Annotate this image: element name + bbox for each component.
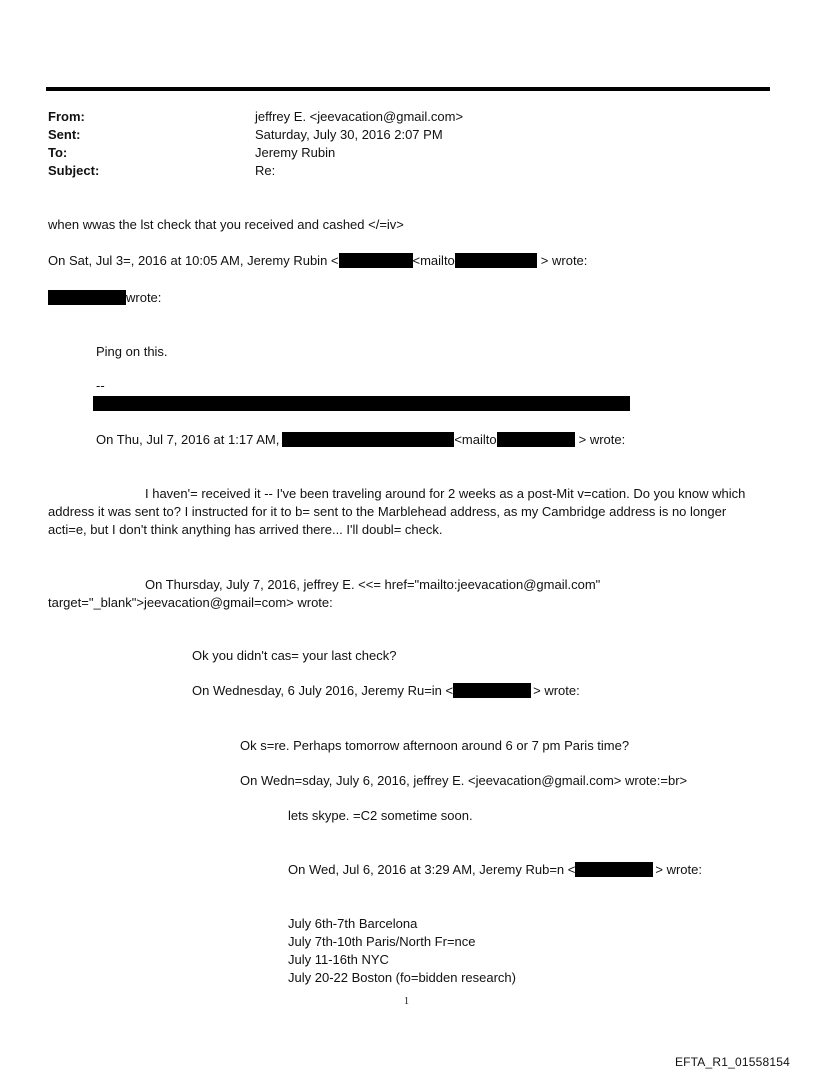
itinerary-item: July 20-22 Boston (fo=bidden research)	[288, 970, 516, 985]
quote5-suffix: > wrote:	[533, 683, 580, 698]
to-label: To:	[48, 145, 68, 160]
page-number: 1	[404, 996, 409, 1007]
redaction-block	[575, 862, 653, 877]
paragraph-havent-line-1: I haven'= received it -- I've been traveling around for 2 weeks as a post-Mit v=cation. Do you know which	[145, 486, 746, 501]
quote3-suffix: > wrote:	[578, 432, 626, 447]
sent-label: Sent:	[48, 127, 81, 142]
from-value: jeffrey E. <jeevacation@gmail.com>	[255, 109, 464, 124]
document-id: EFTA_R1_01558154	[674, 1055, 790, 1069]
quote3-mailto: <mailto	[454, 432, 497, 447]
to-value: Jeremy Rubin	[255, 145, 336, 160]
paragraph-havent-line-3: acti=e, but I don't think anything has arrived there... I'll doubl= check.	[48, 522, 443, 537]
quote5-prefix: On Wednesday, 6 July 2016, Jeremy Ru=in <	[192, 683, 454, 698]
quote-header-4-line-1: On Thursday, July 7, 2016, jeffrey E. <<= href="mailto:jeevacation@gmail.com"	[145, 577, 601, 592]
signature-dashes: --	[96, 378, 105, 393]
redaction-block	[453, 683, 531, 698]
quote-header-7	[288, 861, 702, 879]
quote-header-1	[48, 252, 587, 270]
itinerary-item: July 11-16th NYC	[288, 952, 389, 967]
redaction-block	[48, 290, 126, 305]
quote1-mailto: <mailto	[412, 253, 455, 268]
redaction-block	[339, 253, 413, 268]
subject-value: Re:	[255, 163, 276, 178]
quote-header-2	[48, 289, 161, 307]
quote7-suffix: > wrote:	[655, 862, 702, 877]
sent-value: Saturday, July 30, 2016 2:07 PM	[255, 127, 443, 142]
redaction-block	[455, 253, 537, 268]
redaction-block	[497, 432, 575, 447]
quote-header-6: On Wedn=sday, July 6, 2016, jeffrey E. <jeevacation@gmail.com> wrote:=br>	[240, 773, 688, 788]
quote-header-5	[192, 682, 580, 700]
body-line-1: when wwas the lst check that you received and cashed </=iv>	[48, 217, 404, 232]
ok-cash-text: Ok you didn't cas= your last check?	[192, 648, 397, 663]
ping-text: Ping on this.	[96, 344, 168, 359]
wrote-text: wrote:	[126, 290, 162, 305]
subject-label: Subject:	[48, 163, 100, 178]
paragraph-havent-line-2: address it was sent to? I instructed for it to b= sent to the Marblehead address, as my Cambridge address is no longer	[48, 504, 727, 519]
quote1-suffix: > wrote:	[540, 253, 588, 268]
redacted-signature	[93, 396, 630, 411]
from-label: From:	[48, 109, 85, 124]
skype-text: lets skype. =C2 sometime soon.	[288, 808, 473, 823]
itinerary-item: July 7th-10th Paris/North Fr=nce	[288, 934, 476, 949]
quote1-prefix: On Sat, Jul 3=, 2016 at 10:05 AM, Jeremy Rubin <	[48, 253, 339, 268]
redaction-block	[282, 432, 454, 447]
itinerary-item: July 6th-7th Barcelona	[288, 916, 418, 931]
header-rule	[46, 87, 770, 91]
quote7-prefix: On Wed, Jul 6, 2016 at 3:29 AM, Jeremy Rub=n <	[288, 862, 576, 877]
quote-header-4-line-2: target="_blank">jeevacation@gmail=com> wrote:	[48, 595, 333, 610]
quote3-prefix: On Thu, Jul 7, 2016 at 1:17 AM,	[96, 432, 280, 447]
ok-sure-text: Ok s=re. Perhaps tomorrow afternoon around 6 or 7 pm Paris time?	[240, 738, 630, 753]
quote-header-3	[96, 431, 625, 449]
